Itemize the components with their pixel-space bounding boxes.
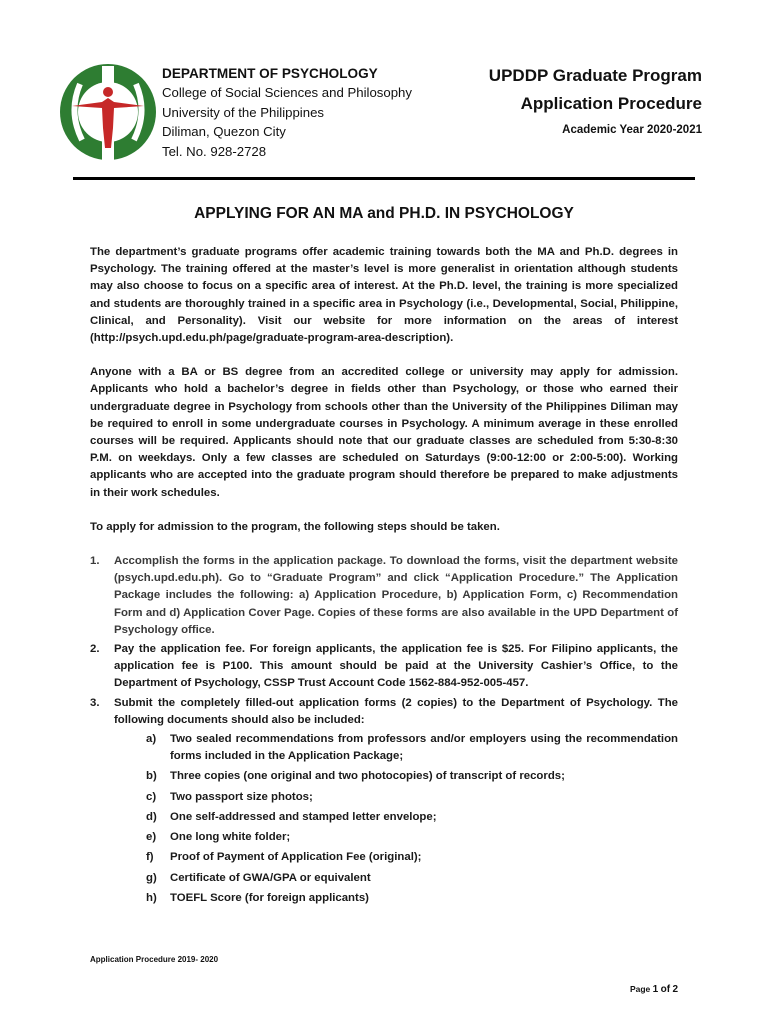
page-total: 2 (672, 984, 678, 995)
step-text: Accomplish the forms in the application package. To download the forms, visit the department website (psych.upd.edu.ph). Go to “Graduate Program” and click “Application Procedure.” The Application Package includes the following: a) Application Procedure, b) Application Form, c) Recommendation Form and d) Application Cover Page. Copies of these forms are also available in the UPD Department of Psychology office. (114, 555, 678, 636)
document-item (114, 829, 678, 846)
document-letter: e) (146, 831, 157, 844)
department-name: DEPARTMENT OF PSYCHOLOGY (162, 66, 378, 81)
document-letter: d) (146, 810, 157, 823)
university-name: University of the Philippines (162, 104, 324, 120)
document-item (114, 789, 678, 806)
step-number: 3. (90, 696, 100, 709)
documents-list (114, 731, 678, 907)
college-name: College of Social Sciences and Philosophy (162, 85, 412, 101)
document-item (114, 768, 678, 785)
procedure-title: Application Procedure (520, 94, 702, 113)
document-text: Proof of Payment of Application Fee (original); (170, 851, 422, 864)
page-current: 1 (652, 984, 659, 995)
address: Diliman, Quezon City (162, 124, 286, 140)
document-body (90, 244, 678, 910)
department-address-block (162, 64, 412, 161)
eligibility-paragraph: Anyone with a BA or BS degree from an accredited college or university may apply for admission. Applicants who hold a bachelor’s degree in fields other than Psychology, or those who earned their undergraduate degree in Psychology from schools other than the University of the Philippines Diliman may be required to enroll in some undergraduate courses in Psychology. A minimum average in these enrolled courses will be required. Applicants should note that our graduate classes are scheduled from 5:30-8:30 P.M. on weekdays. Only a few classes are scheduled on Saturdays (9:00-12:00 or 2:00-5:00). Working applicants who are accepted into the graduate program should therefore be prepared to make adjustments in their work schedules. (90, 366, 678, 499)
program-title: UPDDP Graduate Program (488, 66, 702, 85)
document-text: One self-addressed and stamped letter envelope; (170, 810, 437, 823)
telephone: Tel. No. 928-2728 (162, 143, 267, 159)
document-letter: a) (146, 733, 157, 746)
step-item (90, 695, 678, 907)
step-number: 1. (90, 555, 100, 568)
footer-note: Application Procedure 2019- 2020 (90, 955, 219, 964)
document-text: Two sealed recommendations from professors and/or employers using the recommendation forms included in the Application Package; (170, 733, 678, 763)
page-of: of (660, 984, 671, 995)
steps-list (90, 553, 678, 907)
steps-intro: To apply for admission to the program, the following steps should be taken. (90, 520, 500, 533)
document-text: Certificate of GWA/GPA or equivalent (170, 871, 371, 884)
page-label: Page (629, 984, 651, 994)
document-letter: h) (146, 891, 157, 904)
document-text: Two passport size photos; (170, 790, 313, 803)
document-item (114, 849, 678, 866)
step-text: Submit the completely filled-out application forms (2 copies) to the Department of Psychology. The following documents should also be included: (114, 696, 678, 726)
document-text: Three copies (one original and two photocopies) of transcript of records; (170, 770, 565, 783)
program-header (489, 62, 702, 136)
document-letter: g) (146, 871, 157, 884)
document-item (114, 870, 678, 887)
intro-paragraph: The department’s graduate programs offer academic training towards both the MA and Ph.D. degrees in Psychology. The training offered at the master’s level is more generalist in orientation although students may also choose to focus on a specific area of interest. At the Ph.D. level, the training is more specialized and students are thoroughly trained in a specific area in Psychology (i.e., Developmental, Social, Philippine, Clinical, and Personality). Visit our website for more information on the areas of interest (http://psych.upd.edu.ph/page/graduate-program-area-description). (90, 246, 678, 345)
document-text: TOEFL Score (for foreign applicants) (170, 891, 369, 904)
document-item (114, 809, 678, 826)
step-item (90, 641, 678, 693)
document-item (114, 890, 678, 907)
department-logo (58, 62, 158, 162)
document-text: One long white folder; (170, 831, 291, 844)
document-item (114, 731, 678, 765)
step-text: Pay the application fee. For foreign applicants, the application fee is $25. For Filipino applicants, the application fee is P100. This amount should be paid at the University Cashier’s Office, to the Department of Psychology, CSSP Trust Account Code 1562-884-952-005-457. (114, 643, 678, 690)
step-number: 2. (90, 643, 100, 656)
document-letter: b) (146, 770, 157, 783)
page-title: APPLYING FOR AN MA and PH.D. IN PSYCHOLOGY (194, 205, 574, 222)
header-divider (73, 177, 695, 180)
document-letter: c) (146, 790, 157, 803)
academic-year: Academic Year 2020-2021 (562, 124, 702, 136)
step-item (90, 553, 678, 639)
document-letter: f) (146, 851, 154, 864)
page-number (630, 984, 678, 995)
